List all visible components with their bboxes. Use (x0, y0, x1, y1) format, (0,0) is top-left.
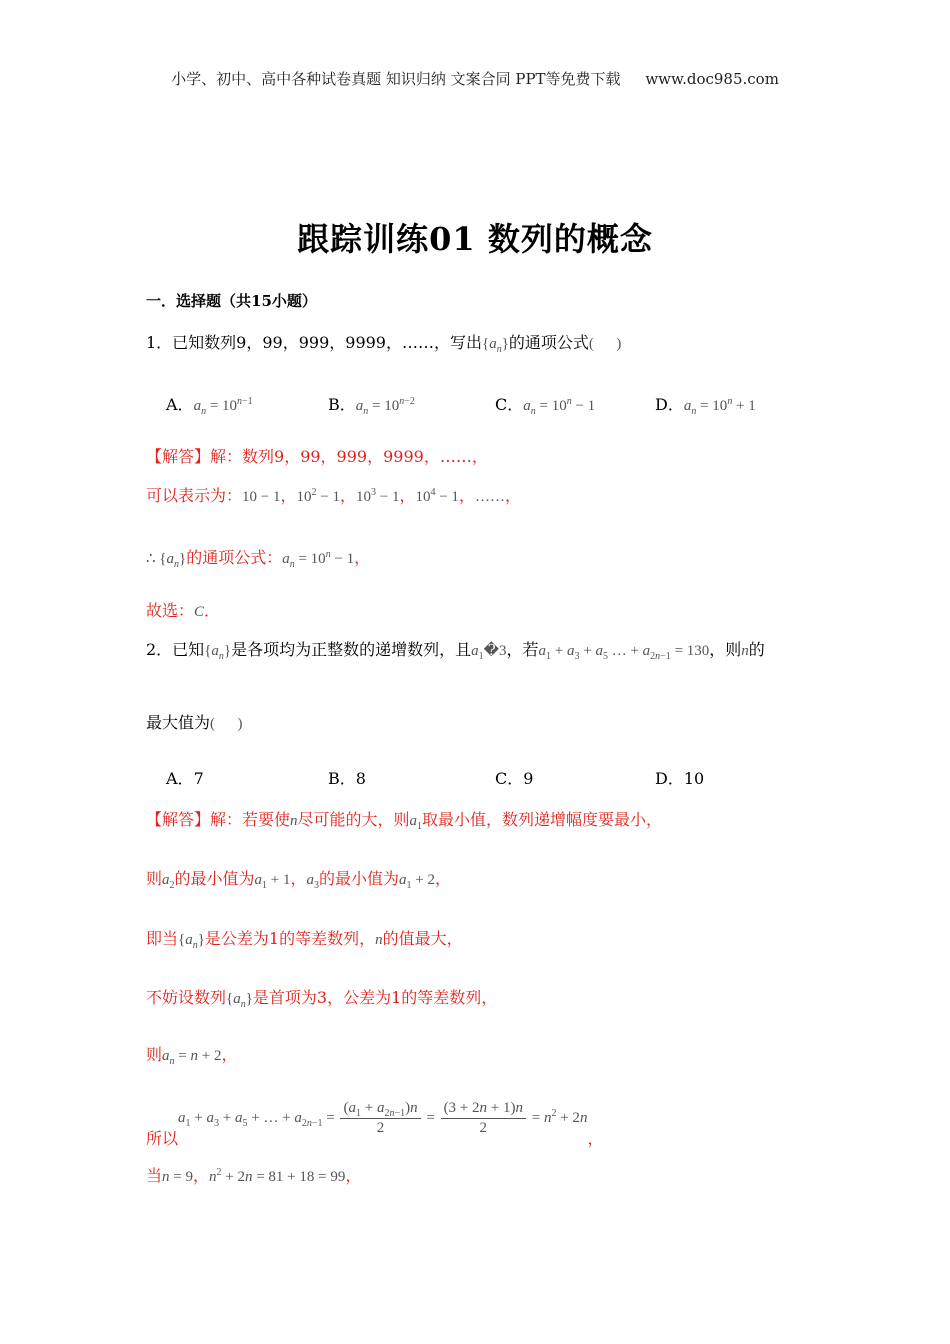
answer-math: $a_1 + a_3 + a_5$ + … + $a_{2n-1}$ = $\frac{(a_1 + a_{2n-1})n}{2}$ = $\frac{(3 + 2n + 1)n}{2}$ = $n^2 + 2n$ (178, 1100, 588, 1136)
q1-option-d[interactable] (655, 392, 756, 415)
option-value: 8 (355, 769, 366, 788)
q1-answer-line-1 (146, 444, 488, 467)
option-label: B． (328, 395, 356, 414)
answer-math: n (290, 813, 298, 829)
page-title: 跟踪训练01 数列的概念 (297, 220, 653, 258)
page-header (0, 68, 950, 89)
answer-math: $10^4 - 1$ (415, 487, 459, 505)
answer-text: 是公差为1的等差数列， (204, 929, 376, 948)
answer-math: n (375, 932, 383, 948)
q2-math: $a_1�3$ (471, 643, 507, 662)
answer-text: 的通项公式： (186, 548, 283, 567)
q2-paren: ( ) (210, 716, 243, 732)
q2-answer-line-7: 当n = 9，$n^2 + 2n = 81 + 18 = 99$， (146, 1166, 362, 1185)
q2-option-b[interactable] (328, 766, 366, 789)
option-math: $a_n = 10^{n-2}$ (355, 396, 415, 417)
option-value: 10 (683, 769, 705, 788)
option-math: $a_n = 10^n + 1$ (683, 396, 756, 417)
q2-answer-line-5: 则$a_n = n + 2$， (146, 1045, 238, 1067)
section-heading: 一．选择题（共15小题） (146, 292, 317, 310)
answer-text: 是首项为3，公差为1的等差数列， (252, 988, 498, 1007)
q2-answer-line-6: 所以$a_1 + a_3 + a_5$ + … + $a_{2n-1}$ = $\frac{(a_1 + a_{2n-1})n}{2}$ = $\frac{(3 + 2n + 1)n}{2}$ = $n^2 + 2n$， (146, 1100, 604, 1148)
answer-math: $\{a_n\}$ (226, 991, 253, 1010)
q2-stem-text: 的 (748, 640, 765, 659)
answer-text: 则 (146, 1045, 163, 1064)
q1-stem-text-2: 的通项公式 (508, 333, 589, 352)
answer-math: $\{a_n\}$ (178, 932, 205, 951)
answer-text: 即当 (146, 929, 179, 948)
q1-paren: ( ) (588, 336, 622, 352)
option-math: $a_n = 10^{n-1}$ (193, 396, 253, 417)
answer-math: …… (474, 489, 505, 505)
option-label: D． (655, 395, 684, 414)
q1-answer-line-2: 可以表示为：10 − 1，$10^2 - 1$，$10^3 - 1$，$10^4 - 1$，……， (146, 486, 521, 505)
answer-math: $a_2$ (162, 872, 175, 891)
option-label: C． (495, 769, 524, 788)
answer-math: $10^2 - 1$ (296, 487, 340, 505)
answer-math: $10^3 - 1$ (355, 487, 400, 505)
option-label: A． (166, 395, 194, 414)
header-url: www.doc985.com (645, 70, 779, 88)
answer-math: $a_n = n + 2$ (162, 1048, 222, 1067)
answer-text: 当 (146, 1166, 163, 1185)
answer-math: n = 9 (162, 1169, 193, 1185)
option-math: $a_n = 10^n - 1$ (523, 396, 596, 417)
option-value: 9 (523, 769, 534, 788)
fraction: $\frac{(a_1 + a_{2n-1})n}{2}$ (340, 1100, 420, 1137)
answer-math: $a_n = 10^n - 1$ (282, 549, 355, 570)
answer-text: 的最小值为 (319, 869, 400, 888)
answer-text: 的值最大， (382, 929, 463, 948)
q2-answer-line-2: 则$a_2$的最小值为$a_1 + 1$，$a_3$的最小值为$a_1 + 2$， (146, 869, 452, 891)
answer-text: 数列9，99，999，9999，……， (242, 447, 488, 466)
q2-stem-text: ，若 (506, 640, 539, 659)
question-2-stem-line-2 (146, 710, 243, 733)
fraction: $\frac{(3 + 2n + 1)n}{2}$ (441, 1100, 526, 1137)
answer-math: $a_1$ (409, 813, 423, 832)
q2-answer-line-4 (146, 985, 497, 1008)
q2-math: $\{a_n\}$ (204, 643, 232, 662)
q1-stem-text: 1．已知数列9，99，999，9999，……，写出 (146, 333, 482, 352)
answer-math: $a_3$ (306, 872, 320, 891)
answer-math: $n^2 + 2n = 81 + 18 = 99$ (209, 1167, 346, 1185)
q2-option-a[interactable] (166, 766, 204, 789)
answer-math: C (194, 604, 205, 620)
q1-option-b[interactable] (328, 392, 415, 415)
answer-math: $a_1 + 1$ (254, 872, 291, 891)
answer-text: 故选： (146, 601, 195, 620)
answer-math: $a_1 + 2$ (399, 872, 435, 891)
answer-prefix: 【解答】解： (146, 447, 243, 466)
answer-text: 的最小值为 (174, 869, 255, 888)
answer-text: 所以 (146, 1128, 179, 1148)
answer-text: 若要使 (242, 810, 291, 829)
answer-math: ∴ $\{a_n\}$ (146, 551, 187, 570)
q2-stem-text: ，则 (709, 640, 742, 659)
header-text: 小学、初中、高中各种试卷真题 知识归纳 文案合同 PPT等免费下载 (171, 70, 621, 88)
q2-stem-text: 最大值为 (146, 713, 211, 732)
option-label: B． (328, 769, 356, 788)
q2-stem-text: 2．已知 (146, 640, 205, 659)
q1-option-a[interactable] (166, 392, 253, 415)
question-2-stem (146, 637, 765, 660)
option-value: 7 (193, 769, 204, 788)
q2-option-d[interactable] (655, 766, 704, 789)
q1-answer-choice: 故选：C． (146, 601, 221, 620)
option-label: D． (655, 769, 684, 788)
q1-set-an: $\{a_n\}$ (481, 336, 509, 355)
answer-text: 尽可能的大，则 (297, 810, 410, 829)
question-1-stem (146, 330, 621, 353)
q2-answer-line-3 (146, 926, 463, 949)
q2-answer-line-1 (146, 807, 662, 830)
option-label: A． (166, 769, 194, 788)
q2-math: $a_1 + a_3 + a_5$ … + $a_{2n-1} = 130$ (538, 643, 710, 662)
q1-answer-line-3: ∴ $\{a_n\}$的通项公式：$a_n = 10^n - 1$， (146, 548, 371, 570)
answer-text: 可以表示为： (146, 486, 243, 505)
q2-math: n (741, 643, 749, 659)
answer-text: 取最小值，数列递增幅度要最小， (422, 810, 663, 829)
answer-text: 不妨设数列 (146, 988, 227, 1007)
q1-option-c[interactable] (495, 392, 595, 415)
answer-math: 10 − 1 (242, 489, 281, 505)
q2-stem-text: 是各项均为正整数的递增数列，且 (231, 640, 472, 659)
answer-prefix: 【解答】解： (146, 810, 243, 829)
option-label: C． (495, 395, 524, 414)
answer-text: 则 (146, 869, 163, 888)
q2-option-c[interactable] (495, 766, 533, 789)
